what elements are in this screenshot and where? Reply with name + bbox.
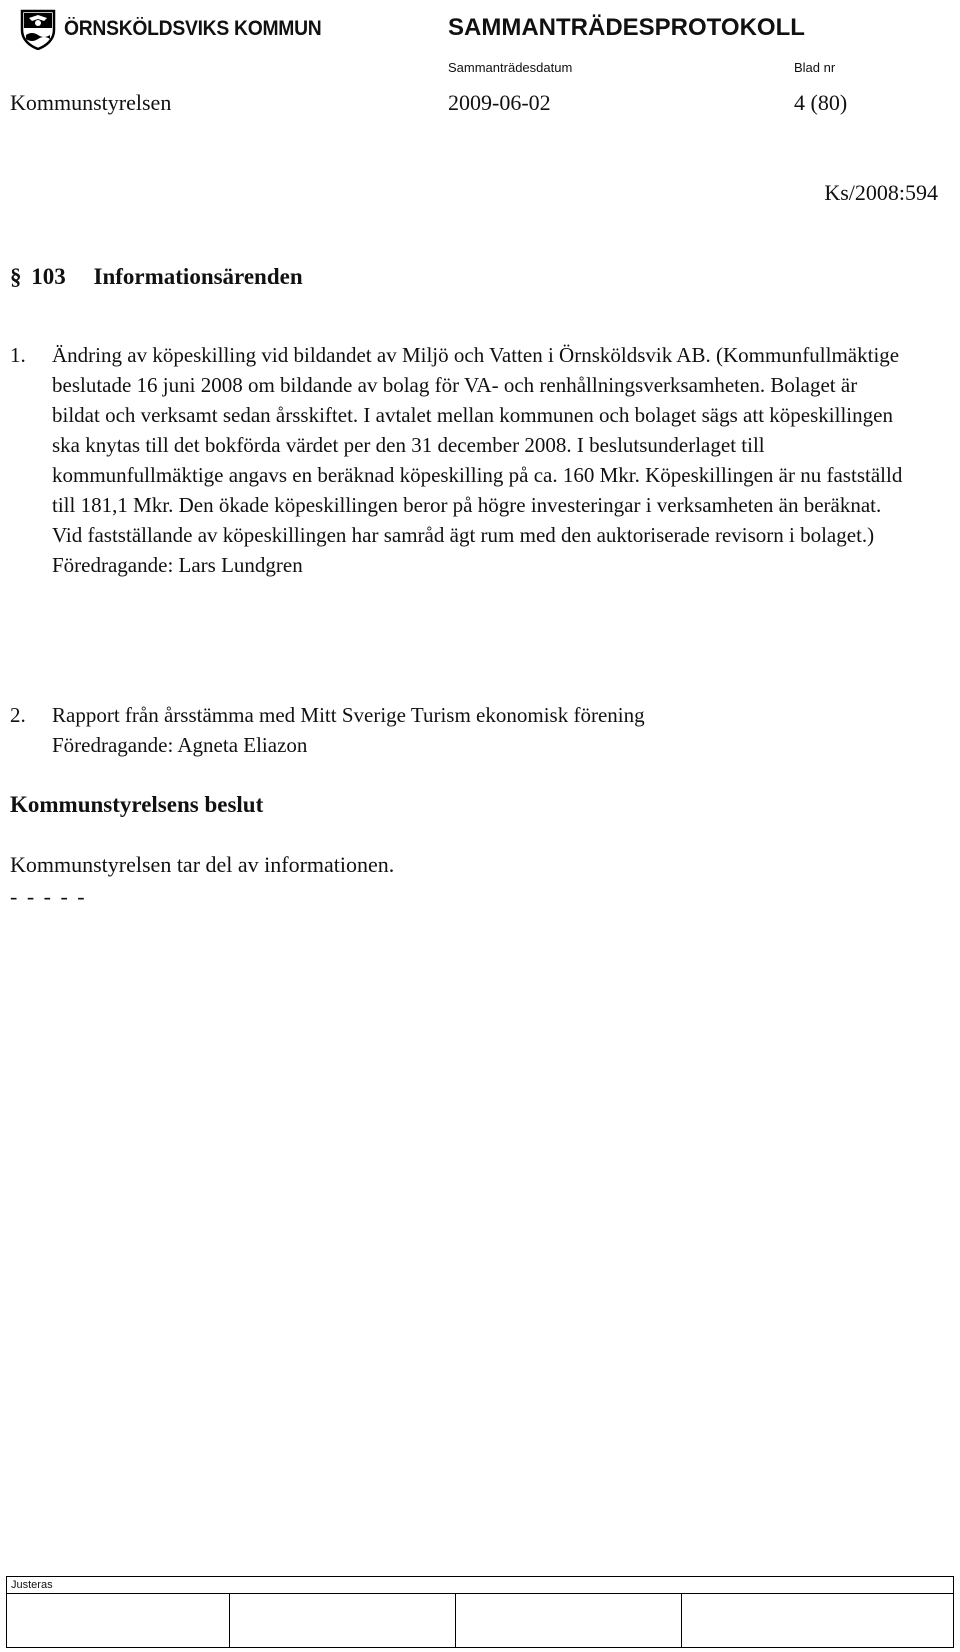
section-title [10, 264, 303, 290]
list-item-presenter: Föredragande: Agneta Eliazon [52, 733, 308, 757]
committee-name: Kommunstyrelsen [10, 90, 172, 115]
list-item-text: Ändring av köpeskilling vid bildandet av Miljö och Vatten i Örnsköldsvik AB. (Kommunfullmäktige beslutade 16 juni 2008 om bildande av bolag för VA- och renhållningsverksamheten. Bolaget är bildat och verksamt sedan årsskiftet. I avtalet mellan kommunen och bolaget sägs att köpeskillingen ska knytas till det bokförda värdet per den 31 december 2008. I beslutsunderlaget till kommunfullmäktige angavs en beräknad köpeskilling på ca. 160 Mkr. Köpeskillingen är nu fastställd till 181,1 Mkr. Den ökade köpeskillingen beror på högre investeringar i verksamheten än beräknat. Vid fastställande av köpeskillingen har samråd ägt rum med den auktoriserade revisorn i bolaget.) [52, 343, 903, 547]
list-item-presenter: Föredragande: Lars Lundgren [52, 553, 303, 577]
signature-divider [7, 1593, 953, 1594]
list-item [10, 700, 910, 760]
signature-cell-divider [681, 1593, 682, 1647]
list-item-number: 2. [10, 703, 26, 727]
decision-heading: Kommunstyrelsens beslut [10, 792, 264, 817]
decision-text: Kommunstyrelsen tar del av informationen. [10, 852, 395, 877]
meeting-date: 2009-06-02 [448, 90, 551, 115]
municipality-logo [18, 8, 344, 50]
org-name: ÖRNSKÖLDSVIKS KOMMUN [64, 17, 322, 40]
signature-cell-divider [455, 1593, 456, 1647]
section-name: Informationsärenden [93, 264, 303, 289]
meeting-date-label: Sammanträdesdatum [448, 60, 573, 75]
document-type: SAMMANTRÄDESPROTOKOLL [448, 14, 805, 41]
signature-table [6, 1576, 954, 1648]
signature-cell-divider [229, 1593, 230, 1647]
list-item [10, 340, 910, 580]
page-number: 4 (80) [794, 90, 848, 115]
list-item-number: 1. [10, 343, 26, 367]
end-marker: - - - - - [10, 884, 87, 909]
list-item-text: Rapport från årsstämma med Mitt Sverige Turism ekonomisk förening [52, 703, 645, 727]
signature-label: Justeras [11, 1579, 53, 1591]
page-number-label: Blad nr [794, 60, 836, 75]
case-number: Ks/2008:594 [824, 180, 938, 205]
coat-of-arms-icon [18, 8, 58, 50]
section-symbol: § [10, 264, 22, 289]
section-number: 103 [31, 264, 66, 289]
